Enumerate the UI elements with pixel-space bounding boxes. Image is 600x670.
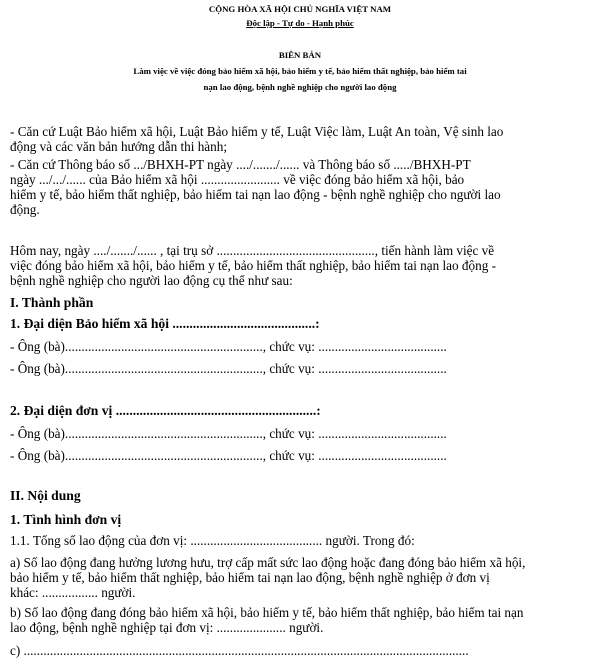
document-subtitle-line2: nạn lao động, bệnh nghề nghiệp cho người lao động: [203, 82, 397, 92]
intro-line-3: bệnh nghề nghiệp cho người lao động cụ thể như sau:: [10, 273, 293, 288]
basis-1-line-2: động và các văn bản hướng dẫn thi hành;: [10, 139, 228, 154]
item-1-1: 1.1. Tổng số lao động của đơn vị: ........................................ người. Trong đó:: [10, 533, 415, 548]
social-insurance-rep-row: - Ông (bà)............................................................, chức vụ: .......................................: [10, 339, 447, 354]
item-a-line-3: khác: ................. người.: [10, 585, 136, 600]
document-subtitle-line1: Làm việc về việc đóng bảo hiểm xã hội, bảo hiểm y tế, bảo hiểm thất nghiệp, bảo hiểm tai: [133, 66, 467, 76]
section-1-sub1-heading: 1. Đại diện Bảo hiểm xã hội ..........................................:: [10, 316, 320, 331]
country-name: CỘNG HÒA XÃ HỘI CHỦ NGHĨA VIỆT NAM: [208, 4, 392, 14]
basis-2-line-1: - Căn cứ Thông báo số .../BHXH-PT ngày ..../......./...... và Thông báo số ...../BHXH-PT: [10, 157, 471, 172]
basis-2-line-4: động.: [10, 202, 40, 217]
item-c: c) .......................................................................................................................................: [10, 643, 469, 658]
motto: Độc lập - Tự do - Hạnh phúc: [246, 18, 354, 28]
section-2-sub1-heading: 1. Tình hình đơn vị: [10, 512, 122, 527]
intro-line-1: Hôm nay, ngày ..../......./...... , tại trụ sở ................................................, tiến hành làm việc về: [10, 243, 495, 258]
basis-2-line-3: hiểm y tế, bảo hiểm thất nghiệp, bảo hiểm tai nạn lao động - bệnh nghề nghiệp cho người lao: [10, 187, 501, 202]
item-b-line-2: lao động, bệnh nghề nghiệp tại đơn vị: ..................... người.: [10, 620, 324, 635]
social-insurance-rep-row: - Ông (bà)............................................................, chức vụ: .......................................: [10, 361, 447, 376]
section-1-heading: I. Thành phần: [10, 295, 94, 310]
basis-2-line-2: ngày .../.../...... của Bảo hiểm xã hội ........................ về việc đóng bảo hiểm xã hội, bảo: [10, 172, 465, 187]
item-a-line-1: a) Số lao động đang hưởng lương hưu, trợ cấp mất sức lao động hoặc đang đóng bảo hiểm xã hội,: [10, 555, 526, 570]
section-1-sub2-heading: 2. Đại diện đơn vị ...........................................................:: [10, 403, 321, 418]
document-title: BIÊN BẢN: [278, 50, 322, 60]
unit-rep-row: - Ông (bà)............................................................, chức vụ: .......................................: [10, 426, 447, 441]
section-2-heading: II. Nội dung: [10, 488, 81, 503]
unit-rep-row: - Ông (bà)............................................................, chức vụ: .......................................: [10, 448, 447, 463]
basis-1-line-1: - Căn cứ Luật Bảo hiểm xã hội, Luật Bảo hiểm y tế, Luật Việc làm, Luật An toàn, Vệ sinh lao: [10, 124, 504, 139]
item-a-line-2: bảo hiểm y tế, bảo hiểm thất nghiệp, bảo hiểm tai nạn lao động, bệnh nghề nghiệp ở đơn vị: [10, 570, 490, 585]
intro-line-2: việc đóng bảo hiểm xã hội, bảo hiểm y tế, bảo hiểm thất nghiệp, bảo hiểm tai nạn lao động -: [10, 258, 496, 273]
item-b-line-1: b) Số lao động đang đóng bảo hiểm xã hội, bảo hiểm y tế, bảo hiểm thất nghiệp, bảo hiểm tai nạn: [10, 605, 524, 620]
